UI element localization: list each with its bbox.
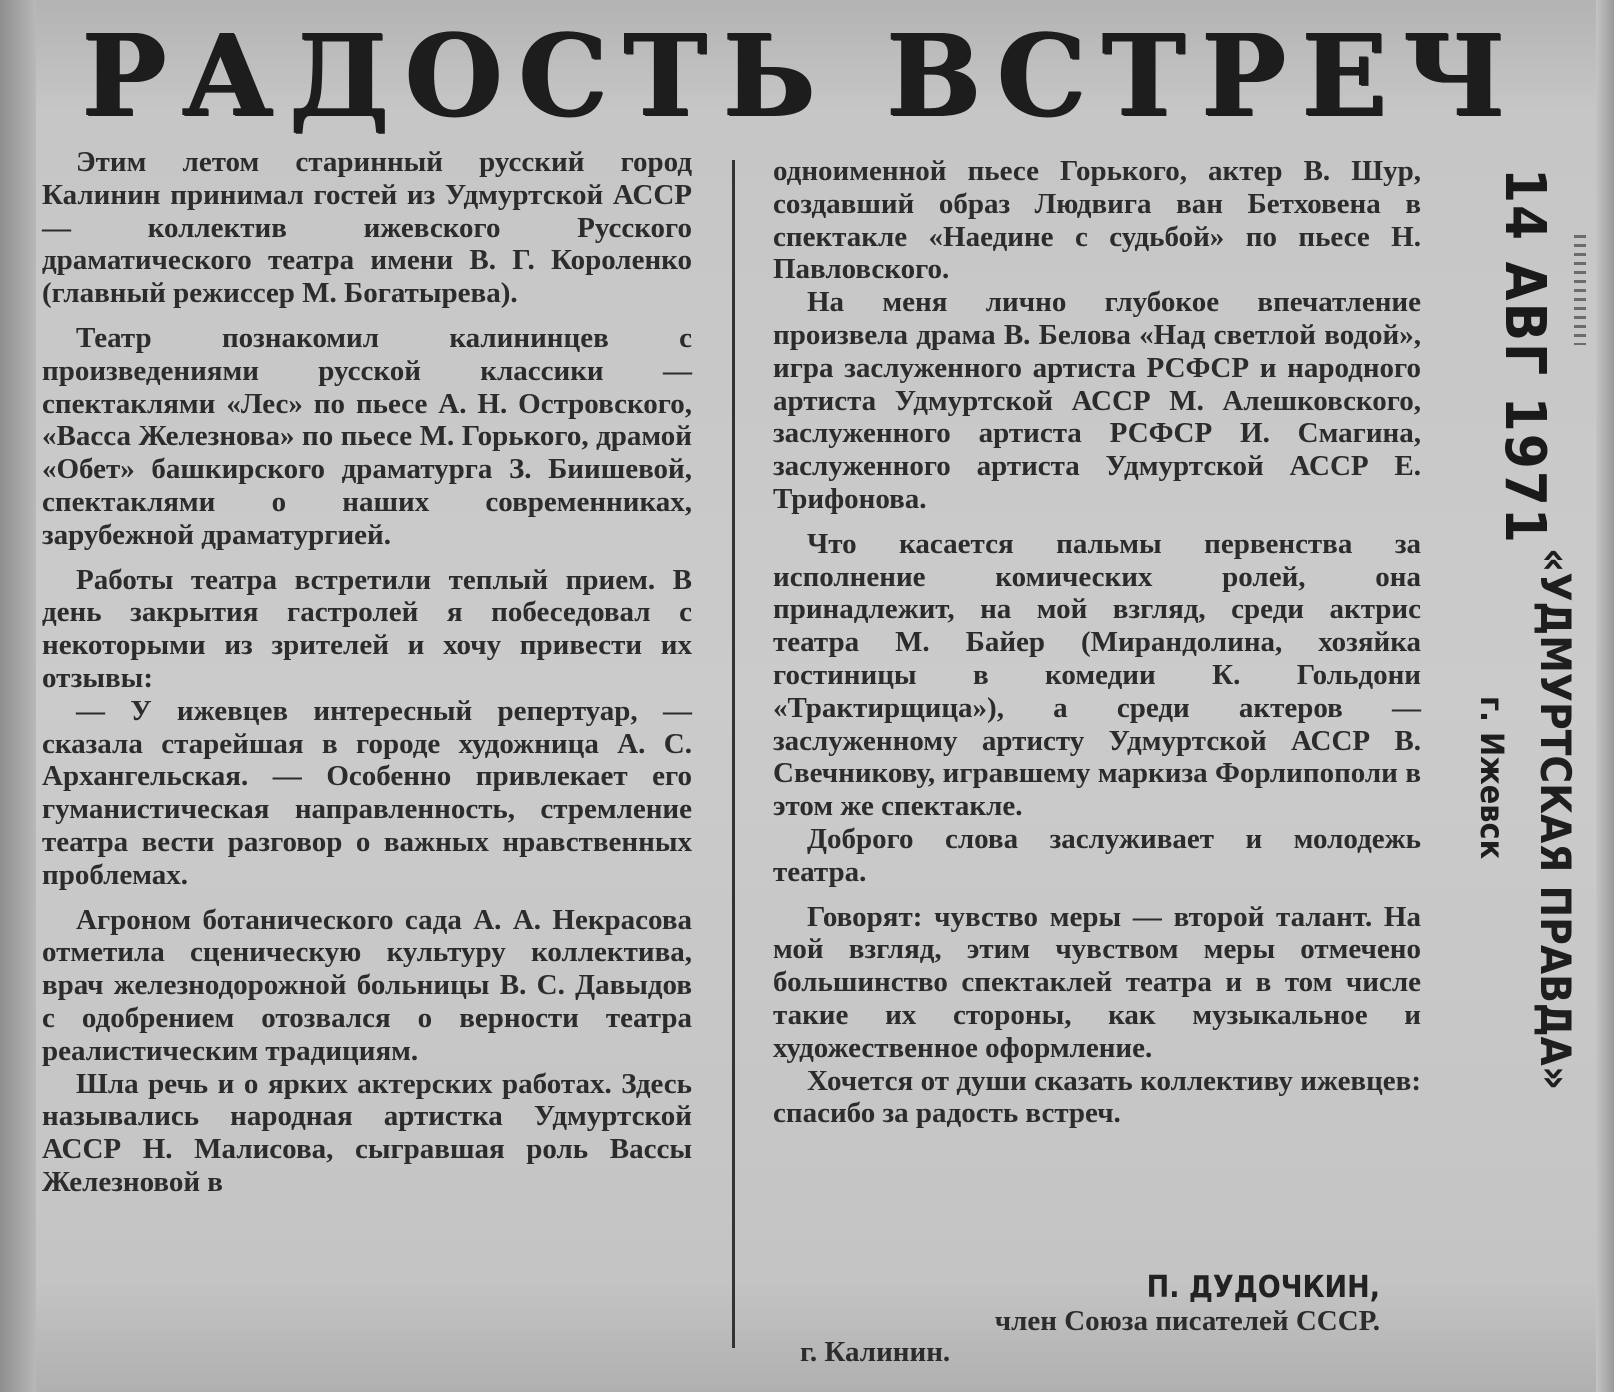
paragraph: Шла речь и о ярких актерских работах. Здесь назывались народная артистка Удмуртской АССР Н. Малисова, сыгравшая роль Вассы Железновой в — [42, 1067, 692, 1198]
author-name: П. ДУДОЧКИН, — [1146, 1270, 1380, 1305]
paragraph: Хочется от души сказать коллективу ижевцев: спасибо за радость встреч. — [773, 1064, 1421, 1130]
paragraph: Говорят: чувство меры — второй талант. На мой взгляд, этим чувством меры отмечено большинство спектаклей театра и в том числе такие их стороны, как музыкальное и художественное оформление. — [773, 900, 1421, 1064]
stamp-marks — [1574, 235, 1586, 345]
paragraph: Работы театра встретили теплый прием. В день закрытия гастролей я побеседовал с некоторыми из зрителей и хочу привести их отзывы: — [42, 563, 692, 694]
author-city: г. Калинин. — [800, 1336, 951, 1368]
paragraph: Доброго слова заслуживает и молодежь театра. — [773, 822, 1421, 888]
newspaper-name-text: «УДМУРТСКАЯ ПРАВДА» — [1531, 548, 1580, 1091]
article-headline: РАДОСТЬ ВСТРЕЧ — [82, 11, 1522, 142]
newspaper-name — [1526, 548, 1586, 1091]
paragraph: Театр познакомил калининцев с произведениями русской классики — спектаклями «Лес» по пьесе А. Н. Островского, «Васса Железнова» по пьесе М. Горького, драмой «Обет» башкирского драматурга З. Биишевой, спектаклями о наших современниках, зарубежной драматургией. — [42, 321, 692, 551]
column-divider — [732, 160, 735, 1348]
paragraph: На меня лично глубокое впечатление произвела драма В. Белова «Над светлой водой», игра заслуженного артиста РСФСР и народного артиста Удмуртской АССР М. Алешковского, заслуженного артиста РСФСР И. Смагина, заслуженного артиста Удмуртской АССР Е. Трифонова. — [773, 286, 1421, 515]
paragraph: Что касается пальмы первенства за исполнение комических ролей, она принадлежит, на мой взгляд, среди актрис театра М. Байер (Мирандолина, хозяйка гостиницы в комедии К. Гольдони «Трактирщица»), а среди актеров — заслуженному артисту Удмуртской АССР В. Свечникову, игравшему маркиза Форлипополи в этом же спектакле. — [773, 527, 1421, 823]
paragraph: — У ижевцев интересный репертуар, — сказала старейшая в городе художница А. С. Архангельская. — Особенно привлекает его гуманистическая направленность, стремление театра вести разговор о важных нравственных проблемах. — [42, 694, 692, 891]
paragraph: Этим летом старинный русский город Калинин принимал гостей из Удмуртской АССР — коллектив ижевского Русского драматического театра имени В. Г. Короленко (главный режиссер М. Богатырева). — [42, 146, 692, 310]
article-column-left — [42, 146, 692, 1211]
publication-place — [1472, 696, 1518, 916]
date-stamp-text: 14 АВГ 1971 — [1492, 168, 1557, 545]
article-column-right — [773, 155, 1421, 1142]
date-stamp — [1492, 168, 1557, 545]
paragraph: Агроном ботанического сада А. А. Некрасова отметила сценическую культуру коллектива, врач железнодорожной больницы В. С. Давыдов с одобрением отозвался о верности театра реалистическим традициям. — [42, 903, 692, 1067]
publication-place-text: г. Ижевск — [1473, 696, 1511, 860]
paragraph: одноименной пьесе Горького, актер В. Шур, создавший образ Людвига ван Бетховена в спектакле «Наедине с судьбой» по пьесе Н. Павловского. — [773, 155, 1421, 286]
author-title: член Союза писателей СССР. — [994, 1305, 1380, 1337]
